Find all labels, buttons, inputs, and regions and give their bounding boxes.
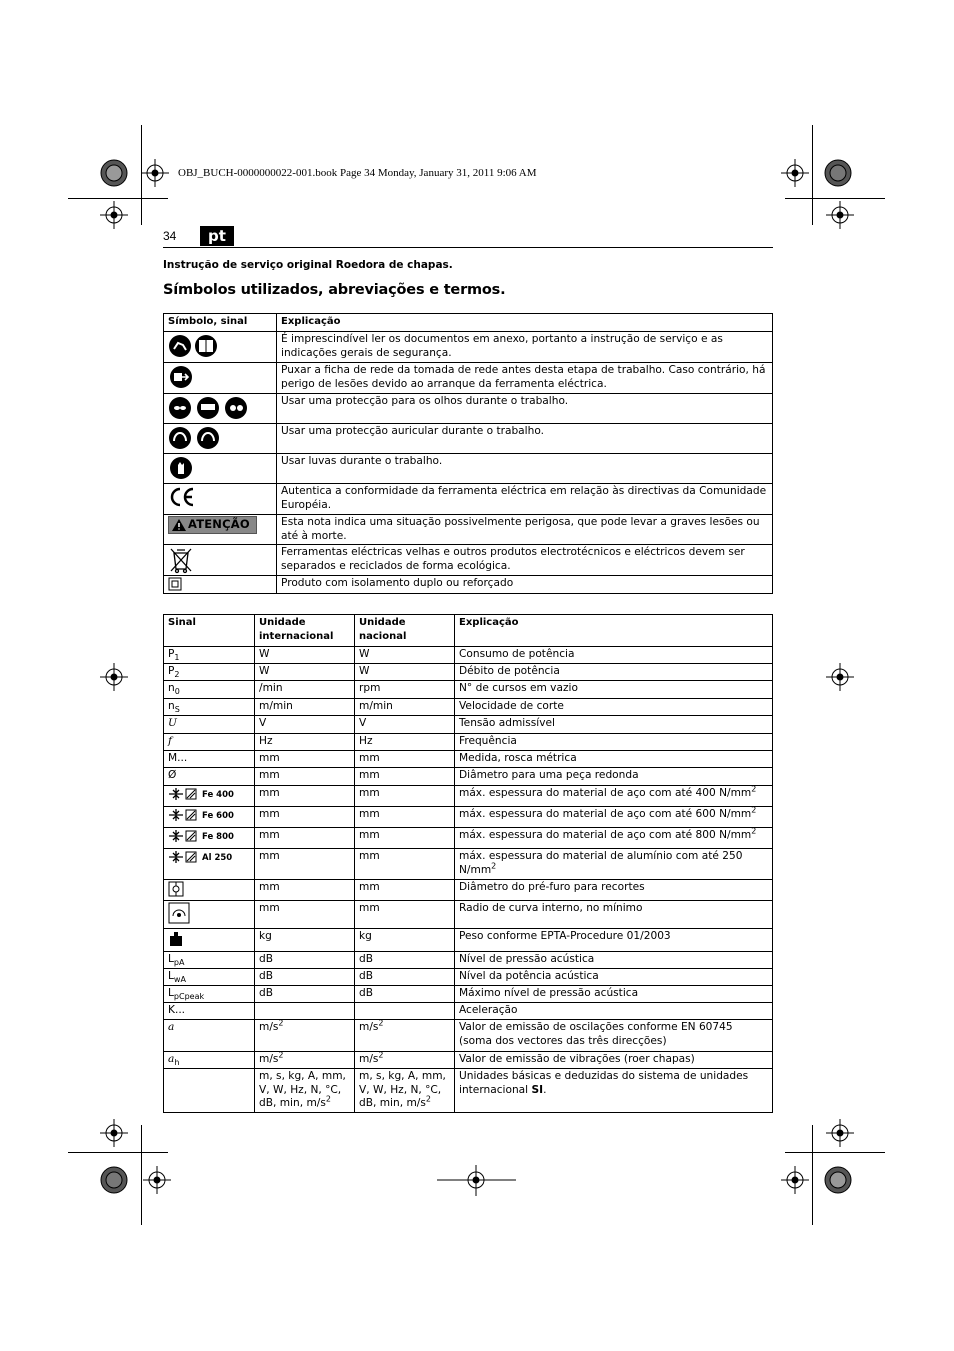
cell-text: P: [168, 648, 175, 660]
explanation-cell: [455, 647, 773, 664]
sign-cell: [164, 751, 255, 768]
cell-text: Medida, rosca métrica: [459, 752, 577, 764]
double-insulation-icon: [168, 577, 182, 591]
explanation-cell: [455, 664, 773, 681]
explanation-cell: [455, 880, 773, 901]
explanation-cell: Autentica a conformidade da ferramenta eléctrica em relação às directivas da Comunidade Européia.: [277, 484, 773, 515]
sign-cell: [164, 786, 255, 807]
cell-text: dB: [259, 970, 273, 982]
national-unit-cell: [355, 880, 455, 901]
cell-text: Radio de curva interno, no mínimo: [459, 902, 643, 914]
table-row: [164, 901, 773, 929]
ce-mark-icon: [168, 485, 196, 509]
cell-text: máx. espessura do material de aço com até 600 N/mm: [459, 808, 752, 820]
subscript: 1: [174, 653, 180, 663]
cell-text: W: [359, 648, 370, 660]
language-tab: pt: [200, 226, 234, 246]
national-unit-cell: [355, 647, 455, 664]
national-unit-cell: [355, 751, 455, 768]
international-unit-cell: [255, 901, 355, 929]
sign-cell: [164, 901, 255, 929]
national-unit-cell: [355, 716, 455, 734]
cell-text: a: [168, 1053, 175, 1065]
explanation-cell: Ferramentas eléctricas velhas e outros produtos electrotécnicos e eléctricos devem ser separados e reciclados de forma ecológica.: [277, 545, 773, 576]
thickness-icon: [168, 850, 184, 864]
symbols-table: [163, 313, 773, 594]
cell-text: kg: [259, 930, 272, 942]
national-unit-cell: [355, 768, 455, 786]
superscript: 2: [425, 1094, 431, 1104]
superscript: 2: [751, 826, 757, 836]
national-unit-cell: [355, 1069, 455, 1113]
explanation-cell: [455, 751, 773, 768]
cell-text: dB: [359, 970, 373, 982]
cell-text: W: [259, 648, 270, 660]
explanation-cell: [455, 986, 773, 1003]
units-table-body: [164, 647, 773, 1113]
cell-text: dB: [359, 987, 373, 999]
symbol-cell: [164, 484, 277, 515]
cell-text: rpm: [359, 682, 381, 694]
superscript: 2: [378, 1018, 384, 1028]
international-unit-cell: [255, 734, 355, 751]
cell-text: /min: [259, 682, 283, 694]
curve-radius-icon: [168, 902, 190, 924]
international-unit-cell: [255, 1003, 355, 1020]
table-row: [164, 986, 773, 1003]
explanation-cell: [455, 1003, 773, 1020]
international-unit-cell: [255, 699, 355, 716]
weee-bin-icon: [168, 546, 194, 574]
cell-text: a: [168, 1021, 175, 1033]
sign-cell: [164, 952, 255, 969]
superscript: 2: [378, 1050, 384, 1060]
table-row: [164, 1020, 773, 1052]
cell-text: m/s: [359, 1053, 379, 1065]
explanation-cell: [455, 1020, 773, 1052]
explanation-cell: Esta nota indica uma situação possivelmente perigosa, que pode levar a graves lesões ou até à morte.: [277, 515, 773, 545]
cell-text: Diâmetro para uma peça redonda: [459, 769, 639, 781]
explanation-cell: [455, 681, 773, 699]
international-unit-cell: [255, 828, 355, 849]
international-unit-cell: [255, 716, 355, 734]
header-rule: [163, 247, 773, 248]
cell-text: kg: [359, 930, 372, 942]
cell-text: Diâmetro do pré-furo para recortes: [459, 881, 645, 893]
national-unit-cell: [355, 1003, 455, 1020]
international-unit-cell: [255, 681, 355, 699]
table-row: [164, 1003, 773, 1020]
sign-cell: [164, 807, 255, 828]
subscript: h: [174, 1058, 180, 1068]
sign-cell: [164, 828, 255, 849]
sign-cell: [164, 1069, 255, 1113]
cell-text: mm: [359, 787, 380, 799]
cell-text: n: [168, 700, 175, 712]
cell-text: M...: [168, 752, 188, 764]
symbol-cell: [164, 394, 277, 424]
national-unit-cell: [355, 952, 455, 969]
international-unit-cell: [255, 751, 355, 768]
cell-text: Hz: [259, 735, 273, 747]
sign-cell: [164, 1052, 255, 1069]
thickness-icon: [168, 808, 184, 822]
sign-cell: [164, 1020, 255, 1052]
national-unit-cell: [355, 849, 455, 880]
cell-text: Débito de potência: [459, 665, 560, 677]
national-unit-cell: [355, 681, 455, 699]
cell-text: mm: [259, 769, 280, 781]
table-row: [164, 716, 773, 734]
cell-text: m/s: [359, 1021, 379, 1033]
explanation-cell: Usar uma protecção auricular durante o trabalho.: [277, 424, 773, 454]
national-unit-cell: [355, 1020, 455, 1052]
cell-text: máx. espessura do material de alumínio com até 250 N/mm: [459, 850, 743, 876]
material-icon: [184, 829, 200, 843]
gloves-icon: [168, 455, 194, 481]
cell-text: Nível da potência acústica: [459, 970, 599, 982]
column-header: Unidade internacional: [255, 615, 355, 647]
section-title: Símbolos utilizados, abreviações e termos.: [163, 282, 506, 298]
cell-text: dB: [359, 953, 373, 965]
cell-text: n: [168, 682, 175, 694]
international-unit-cell: [255, 807, 355, 828]
material-label: Fe 400: [202, 790, 234, 800]
superscript: 2: [325, 1094, 331, 1104]
cell-text: Peso conforme EPTA-Procedure 01/2003: [459, 930, 671, 942]
cell-text: Nível de pressão acústica: [459, 953, 595, 965]
sign-cell: [164, 969, 255, 986]
cell-text: máx. espessura do material de aço com até 800 N/mm: [459, 829, 752, 841]
cell-text: K...: [168, 1004, 186, 1016]
thickness-icon: [168, 787, 184, 801]
cell-text: Aceleração: [459, 1004, 518, 1016]
explanation-cell: [455, 1052, 773, 1069]
cell-text: m/s: [259, 1021, 279, 1033]
subscript: 0: [174, 687, 180, 697]
book-info-line: OBJ_BUCH-0000000022-001.book Page 34 Monday, January 31, 2011 9:06 AM: [178, 167, 537, 179]
cell-text: dB: [259, 987, 273, 999]
cell-text: m/s: [259, 1053, 279, 1065]
explanation-cell: [455, 828, 773, 849]
table-row: [164, 664, 773, 681]
material-icon: [184, 850, 200, 864]
explanation-cell: [455, 734, 773, 751]
cell-text: Consumo de potência: [459, 648, 575, 660]
warning-label: ATENÇÃO: [168, 516, 257, 534]
sign-cell: [164, 929, 255, 952]
international-unit-cell: [255, 664, 355, 681]
material-icon: [184, 787, 200, 801]
cell-text: mm: [259, 808, 280, 820]
cell-text: mm: [259, 902, 280, 914]
cell-text: mm: [359, 808, 380, 820]
cell-text: mm: [259, 787, 280, 799]
si-label: SI: [531, 1083, 544, 1096]
cell-text: mm: [259, 829, 280, 841]
symbol-cell: [164, 424, 277, 454]
warning-icon: [172, 519, 186, 531]
cell-text: m, s, kg, A, mm, V, W, Hz, N, °C, dB, min, m/s: [259, 1070, 346, 1109]
weight-icon: [168, 930, 184, 946]
international-unit-cell: [255, 849, 355, 880]
cell-text: m/min: [259, 700, 293, 712]
cell-text: W: [359, 665, 370, 677]
national-unit-cell: [355, 901, 455, 929]
column-header: Símbolo, sinal: [164, 314, 277, 332]
sign-cell: [164, 734, 255, 751]
explanation-cell: [455, 786, 773, 807]
international-unit-cell: [255, 1052, 355, 1069]
international-unit-cell: [255, 969, 355, 986]
table-row: [164, 969, 773, 986]
explanation-cell: Usar luvas durante o trabalho.: [277, 454, 773, 484]
cell-text: dB: [259, 953, 273, 965]
cell-text: f: [168, 735, 172, 747]
sign-cell: [164, 880, 255, 901]
ear-protection-icon: [168, 425, 222, 451]
symbol-cell: [164, 545, 277, 576]
cell-text: Ø: [168, 769, 177, 781]
national-unit-cell: [355, 1052, 455, 1069]
sign-cell: [164, 716, 255, 734]
cell-text: Valor de emissão de oscilações conforme EN 60745 (soma dos vectores das três direcções): [459, 1021, 733, 1047]
subscript: S: [174, 705, 180, 715]
cell-text: mm: [359, 902, 380, 914]
international-unit-cell: [255, 786, 355, 807]
subscript: pCpeak: [173, 992, 205, 1002]
material-label: Fe 600: [202, 811, 234, 821]
explanation-cell: [455, 1069, 773, 1113]
thickness-icon: [168, 829, 184, 843]
explanation-cell: Produto com isolamento duplo ou reforçado: [277, 576, 773, 594]
cell-text: mm: [259, 850, 280, 862]
cell-text: Valor de emissão de vibrações (roer chapas): [459, 1053, 695, 1065]
table-row: [164, 828, 773, 849]
explanation-cell: [455, 929, 773, 952]
table-row: [164, 647, 773, 664]
international-unit-cell: [255, 768, 355, 786]
explanation-cell: É imprescindível ler os documentos em anexo, portanto a instrução de serviço e as indicações gerais de segurança.: [277, 332, 773, 363]
unplug-icon: [168, 364, 194, 390]
international-unit-cell: [255, 952, 355, 969]
sign-cell: [164, 699, 255, 716]
cell-text: U: [168, 717, 177, 729]
subscript: wA: [173, 975, 186, 985]
international-unit-cell: [255, 1020, 355, 1052]
pre-drill-icon: [168, 881, 184, 897]
cell-text: Unidades básicas e deduzidas do sistema de unidades internacional: [459, 1070, 749, 1096]
superscript: 2: [751, 784, 757, 794]
table-row: [164, 786, 773, 807]
national-unit-cell: [355, 929, 455, 952]
cell-text: .: [543, 1083, 547, 1096]
cell-text: V: [259, 717, 267, 729]
eye-protection-icon: [168, 395, 248, 421]
read-manual-icon: [168, 333, 218, 359]
cell-text: mm: [359, 850, 380, 862]
symbol-cell: [164, 332, 277, 363]
units-table: [163, 614, 773, 1113]
material-label: Fe 800: [202, 832, 234, 842]
superscript: 2: [278, 1018, 284, 1028]
column-header: Explicação: [455, 615, 773, 647]
table-row: [164, 751, 773, 768]
cell-text: L: [168, 953, 174, 965]
international-unit-cell: [255, 647, 355, 664]
cell-text: mm: [359, 881, 380, 893]
table-row: [164, 1052, 773, 1069]
explanation-cell: [455, 952, 773, 969]
national-unit-cell: [355, 699, 455, 716]
national-unit-cell: [355, 786, 455, 807]
material-label: Al 250: [202, 853, 233, 863]
sign-cell: [164, 664, 255, 681]
explanation-cell: Usar uma protecção para os olhos durante o trabalho.: [277, 394, 773, 424]
sign-cell: [164, 849, 255, 880]
cell-text: W: [259, 665, 270, 677]
superscript: 2: [491, 860, 497, 870]
national-unit-cell: [355, 828, 455, 849]
national-unit-cell: [355, 986, 455, 1003]
table-row: [164, 952, 773, 969]
cell-text: mm: [359, 769, 380, 781]
table-row: [164, 734, 773, 751]
cell-text: Hz: [359, 735, 373, 747]
subscript: pA: [173, 958, 185, 968]
cell-text: Velocidade de corte: [459, 700, 564, 712]
table-row: [164, 807, 773, 828]
cell-text: L: [168, 970, 174, 982]
national-unit-cell: [355, 969, 455, 986]
document-subtitle: Instrução de serviço original Roedora de chapas.: [163, 259, 453, 271]
column-header: Sinal: [164, 615, 255, 647]
explanation-cell: Puxar a ficha de rede da tomada de rede antes desta etapa de trabalho. Caso contrário, há perigo de lesões devido ao arranque da ferramenta eléctrica.: [277, 363, 773, 394]
table-row: [164, 849, 773, 880]
international-unit-cell: [255, 929, 355, 952]
international-unit-cell: [255, 1069, 355, 1113]
sign-cell: [164, 986, 255, 1003]
page-number: 34: [163, 229, 177, 243]
sign-cell: [164, 768, 255, 786]
table-row: [164, 699, 773, 716]
cell-text: Tensão admissível: [459, 717, 555, 729]
cell-text: L: [168, 987, 174, 999]
cell-text: P: [168, 665, 175, 677]
cell-text: m, s, kg, A, mm, V, W, Hz, N, °C, dB, min, m/s: [359, 1070, 446, 1109]
explanation-cell: [455, 768, 773, 786]
table-row: [164, 768, 773, 786]
table-row: [164, 1069, 773, 1113]
column-header: Unidade nacional: [355, 615, 455, 647]
international-unit-cell: [255, 880, 355, 901]
symbol-cell: [164, 515, 277, 545]
sign-cell: [164, 647, 255, 664]
subscript: 2: [174, 670, 180, 680]
symbol-cell: [164, 363, 277, 394]
table-row: [164, 681, 773, 699]
symbol-cell: [164, 454, 277, 484]
national-unit-cell: [355, 664, 455, 681]
cell-text: N° de cursos em vazio: [459, 682, 578, 694]
cell-text: mm: [259, 881, 280, 893]
superscript: 2: [278, 1050, 284, 1060]
column-header: Explicação: [277, 314, 773, 332]
cell-text: Máximo nível de pressão acústica: [459, 987, 639, 999]
national-unit-cell: [355, 807, 455, 828]
table-row: [164, 929, 773, 952]
national-unit-cell: [355, 734, 455, 751]
international-unit-cell: [255, 986, 355, 1003]
explanation-cell: [455, 901, 773, 929]
explanation-cell: [455, 807, 773, 828]
sign-cell: [164, 1003, 255, 1020]
cell-text: V: [359, 717, 367, 729]
explanation-cell: [455, 849, 773, 880]
explanation-cell: [455, 969, 773, 986]
cell-text: mm: [359, 829, 380, 841]
cell-text: m/min: [359, 700, 393, 712]
sign-cell: [164, 681, 255, 699]
cell-text: Frequência: [459, 735, 517, 747]
cell-text: mm: [259, 752, 280, 764]
explanation-cell: [455, 699, 773, 716]
material-icon: [184, 808, 200, 822]
superscript: 2: [751, 805, 757, 815]
explanation-cell: [455, 716, 773, 734]
cell-text: máx. espessura do material de aço com até 400 N/mm: [459, 787, 752, 799]
cell-text: mm: [359, 752, 380, 764]
symbol-cell: [164, 576, 277, 594]
table-row: [164, 880, 773, 901]
